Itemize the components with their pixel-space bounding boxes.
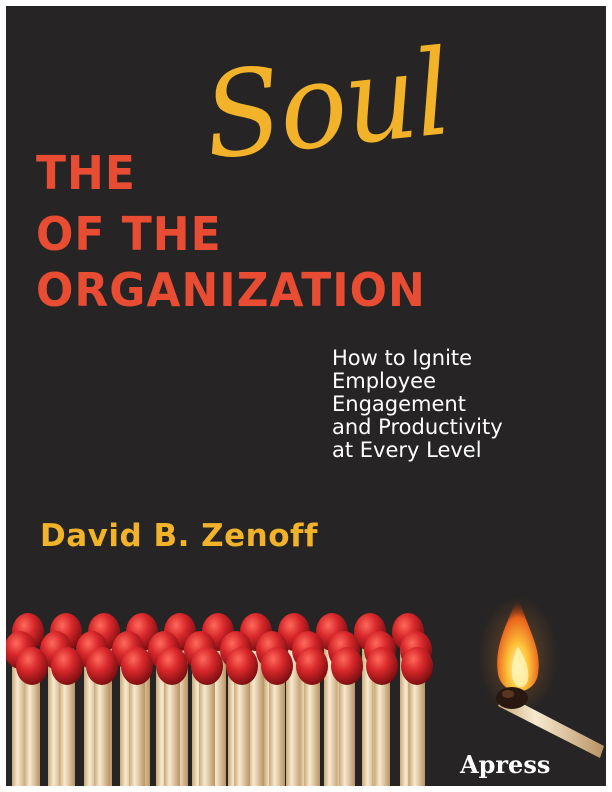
- subtitle: [332, 347, 582, 462]
- match-stick: [234, 668, 250, 786]
- match-head: [191, 647, 223, 685]
- burning-match-illustration: [476, 586, 606, 776]
- match-head: [86, 647, 118, 685]
- subtitle-line: How to Ignite: [332, 346, 473, 370]
- match-head: [51, 647, 83, 685]
- charred-match-head: [496, 687, 528, 709]
- match-stick: [199, 668, 215, 786]
- match-head: [121, 647, 153, 685]
- match-head: [366, 647, 398, 685]
- match-stick: [339, 668, 355, 786]
- publisher-logo: Apress: [460, 750, 551, 779]
- title-line-1: THE: [36, 146, 136, 201]
- match-stick: [409, 668, 425, 786]
- title-line-2: OF THE: [36, 207, 222, 262]
- charred-highlight: [502, 690, 514, 698]
- match-head: [226, 647, 258, 685]
- match-stick: [59, 668, 75, 786]
- title-line-3: ORGANIZATION: [36, 263, 426, 318]
- match-head: [156, 647, 188, 685]
- match-head: [331, 647, 363, 685]
- subtitle-line: and Productivity: [332, 415, 503, 439]
- title-script-soul: Soul: [197, 23, 456, 186]
- match-stick: [304, 668, 320, 786]
- match-stick: [129, 668, 145, 786]
- matches-bundle-illustration: [6, 596, 466, 786]
- match-head: [401, 647, 433, 685]
- match-stick: [94, 668, 110, 786]
- match-stick: [24, 668, 40, 786]
- match-head: [261, 647, 293, 685]
- author-name: David B. Zenoff: [40, 518, 319, 554]
- book-cover: [6, 6, 606, 786]
- match-head: [16, 647, 48, 685]
- subtitle-line: at Every Level: [332, 438, 482, 462]
- match-head: [296, 647, 328, 685]
- match-stick: [164, 668, 180, 786]
- match-stick: [269, 668, 285, 786]
- subtitle-line: Engagement: [332, 392, 466, 416]
- match-stick: [374, 668, 390, 786]
- subtitle-line: Employee: [332, 369, 437, 393]
